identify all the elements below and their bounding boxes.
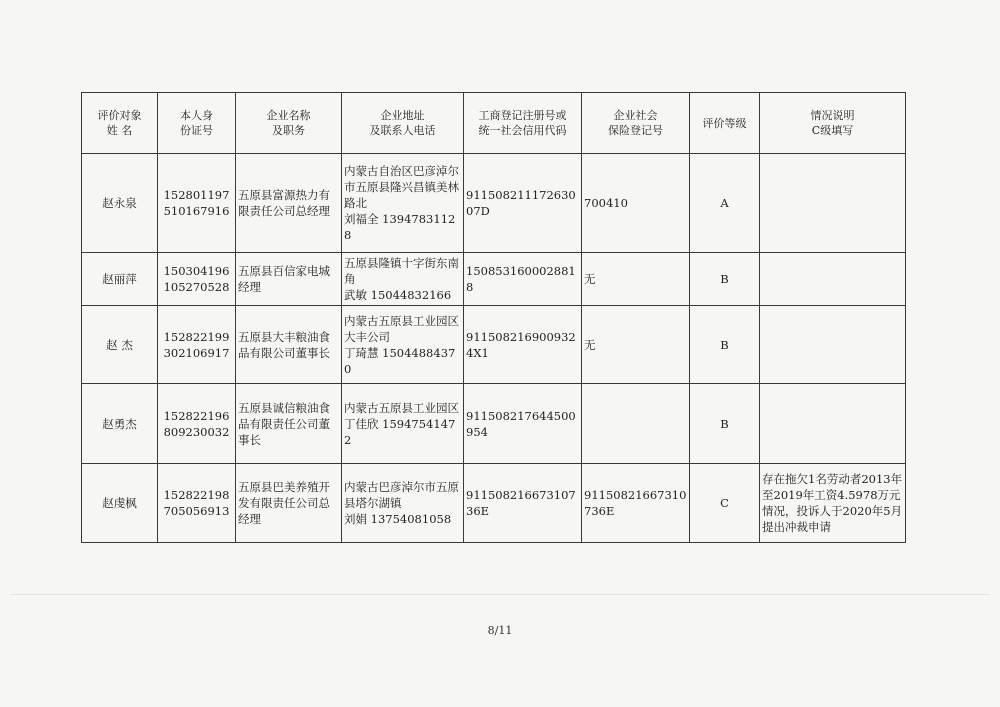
cell-insurance-number (582, 384, 690, 464)
table-row (82, 464, 906, 543)
header-address: 企业地址 及联系人电话 (342, 93, 464, 154)
header-id-number: 本人身 份证号 (158, 93, 236, 154)
cell-grade: A (690, 154, 760, 253)
cell-id-number: 152822199302106917 (158, 306, 236, 384)
evaluation-table (81, 92, 906, 543)
page-number: 8/11 (487, 624, 513, 637)
cell-name: 赵永泉 (82, 154, 158, 253)
cell-address: 内蒙古五原县工业园区 丁佳欣 15947541472 (342, 384, 464, 464)
header-insurance-number: 企业社会 保险登记号 (582, 93, 690, 154)
header-name: 评价对象 姓 名 (82, 93, 158, 154)
cell-id-number: 150304196105270528 (158, 253, 236, 306)
table-row (82, 306, 906, 384)
cell-registration-code: 9115082169009324X1 (464, 306, 582, 384)
cell-name: 赵虔枫 (82, 464, 158, 543)
table-header-row (82, 93, 906, 154)
cell-id-number: 152822198705056913 (158, 464, 236, 543)
cell-grade: C (690, 464, 760, 543)
cell-company: 五原县诚信粮油食品有限责任公司董事长 (236, 384, 342, 464)
cell-insurance-number: 无 (582, 306, 690, 384)
cell-grade: B (690, 384, 760, 464)
cell-company: 五原县大丰粮油食品有限公司董事长 (236, 306, 342, 384)
cell-company: 五原县巴美养殖开发有限责任公司总经理 (236, 464, 342, 543)
table-row (82, 253, 906, 306)
cell-note (760, 384, 906, 464)
cell-name: 赵丽萍 (82, 253, 158, 306)
cell-name: 赵 杰 (82, 306, 158, 384)
cell-registration-code: 91150821667310736E (464, 464, 582, 543)
header-grade: 评价等级 (690, 93, 760, 154)
cell-address: 内蒙古自治区巴彦淖尔市五原县隆兴昌镇美林路北 刘福全 13947831128 (342, 154, 464, 253)
cell-note (760, 253, 906, 306)
cell-company: 五原县富源热力有限责任公司总经理 (236, 154, 342, 253)
cell-insurance-number: 无 (582, 253, 690, 306)
header-company: 企业名称 及职务 (236, 93, 342, 154)
cell-registration-code: 911508217644500954 (464, 384, 582, 464)
cell-insurance-number: 91150821667310736E (582, 464, 690, 543)
cell-address: 内蒙古五原县工业园区大丰公司 丁琦慧 15044884370 (342, 306, 464, 384)
cell-registration-code: 1508531600028818 (464, 253, 582, 306)
cell-note: 存在拖欠1名劳动者2013年至2019年工资4.5978万元情况，投诉人于2020年5月提出冲裁申请 (760, 464, 906, 543)
cell-id-number: 152801197510167916 (158, 154, 236, 253)
cell-note (760, 154, 906, 253)
header-registration-code: 工商登记注册号或 统一社会信用代码 (464, 93, 582, 154)
cell-address: 五原县隆镇十字街东南角 武敏 15044832166 (342, 253, 464, 306)
cell-id-number: 152822196809230032 (158, 384, 236, 464)
cell-registration-code: 91150821117263007D (464, 154, 582, 253)
cell-grade: B (690, 306, 760, 384)
table-row (82, 154, 906, 253)
table-row (82, 384, 906, 464)
cell-company: 五原县百信家电城经理 (236, 253, 342, 306)
cell-insurance-number: 700410 (582, 154, 690, 253)
cell-grade: B (690, 253, 760, 306)
scan-artifact-line (10, 594, 990, 595)
header-note: 情况说明 C级填写 (760, 93, 906, 154)
cell-note (760, 306, 906, 384)
cell-name: 赵勇杰 (82, 384, 158, 464)
cell-address: 内蒙古巴彦淖尔市五原县塔尔湖镇 刘娟 13754081058 (342, 464, 464, 543)
